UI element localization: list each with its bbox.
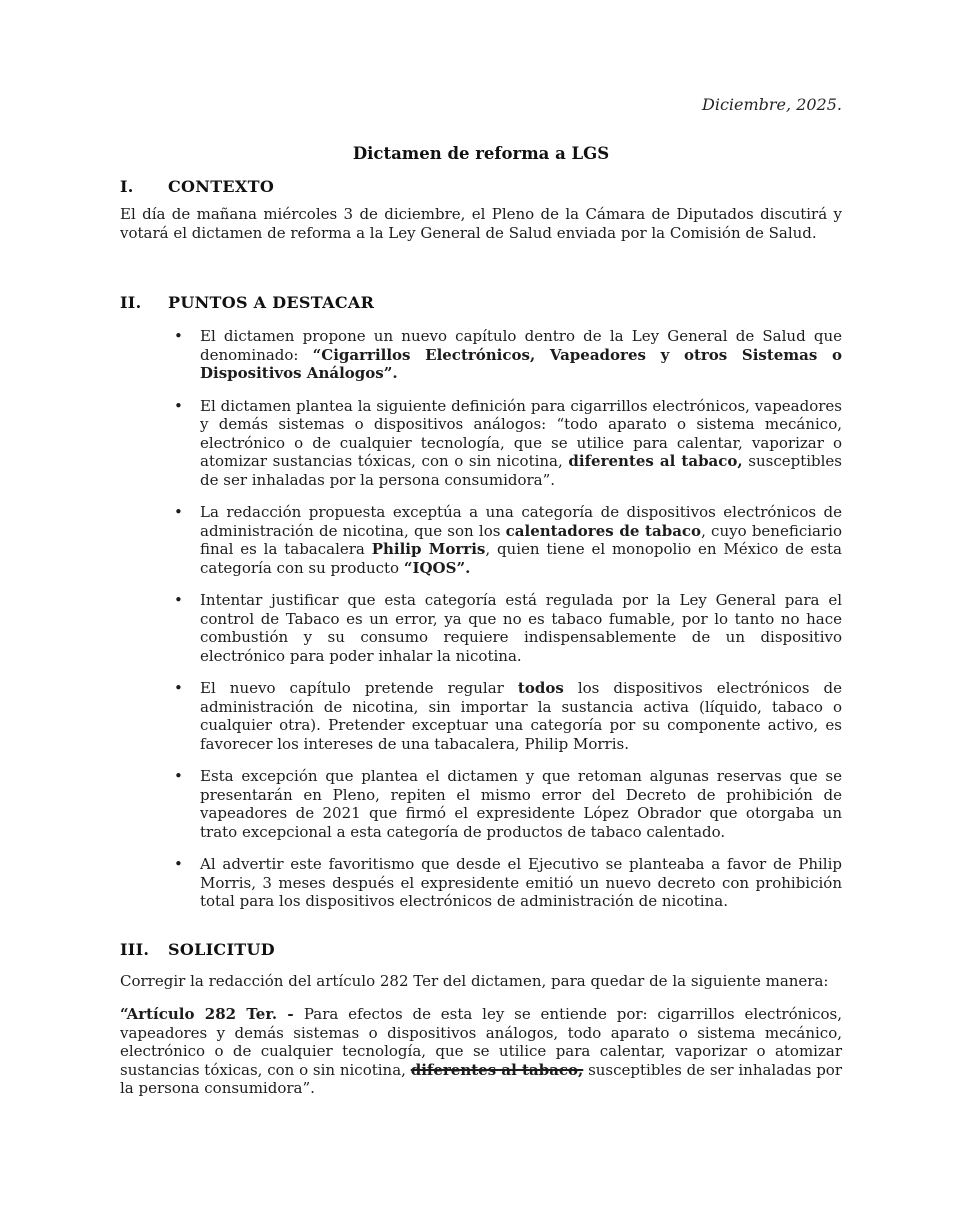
bullet-icon: • [174,679,183,697]
bullet-icon: • [174,503,183,521]
section-heading-contexto [120,177,842,196]
bullet-icon: • [174,767,183,785]
bullet-item [120,591,842,665]
section-label: CONTEXTO [168,177,275,196]
bullet-item [120,327,842,383]
bullet-text: La redacción propuesta exceptúa a una categoría de dispositivos electrónicos de administración de nicotina, que son los calentadores de tabaco, cuyo beneficiario final es la tabacalera Philip Morris, quien tiene el monopolio en México de esta categoría con su producto “IQOS”. [200,503,842,577]
section-label: PUNTOS A DESTACAR [168,293,375,312]
bullet-text: El dictamen propone un nuevo capítulo dentro de la Ley General de Salud que denominado: “Cigarrillos Electrónicos, Vapeadores y otros Sistemas o Dispositivos Análogos”. [200,327,842,382]
section-numeral: III. [120,939,150,959]
bullet-text: Al advertir este favoritismo que desde el Ejecutivo se planteaba a favor de Philip Morris, 3 meses después el expresidente emitió un nuevo decreto con prohibición total para los dispositivos electrónicos de administración de nicotina. [200,855,842,910]
bullet-icon: • [174,591,183,609]
bullet-item [120,855,842,911]
bullet-icon: • [174,327,183,345]
section-heading-solicitud [120,940,842,959]
section-label: SOLICITUD [168,939,275,959]
bullet-icon: • [174,855,183,873]
document-title: Dictamen de reforma a LGS [352,144,610,163]
bullet-list [120,327,842,911]
section-heading-puntos [120,293,842,312]
section-numeral: I. [120,177,134,196]
bullet-text: Intentar justificar que esta categoría está regulada por la Ley General para el control de Tabaco es un error, ya que no es tabaco fumable, por lo tanto no hace combustión y su consumo requiere indispensablemente de un dispositivo electrónico para poder inhalar la nicotina. [200,591,842,665]
bullet-text: El nuevo capítulo pretende regular todos los dispositivos electrónicos de administración de nicotina, sin importar la sustancia activa (líquido, tabaco o cualquier otra). Pretender exceptuar una categoría por su componente activo, es favorecer los intereses de una tabacalera, Philip Morris. [200,679,842,753]
bullet-text: El dictamen plantea la siguiente definición para cigarrillos electrónicos, vapeadores y demás sistemas o dispositivos análogos: “todo aparato o sistema mecánico, electrónico o de cualquier tecnología, que se utilice para calentar, vaporizar o atomizar sustancias tóxicas, con o sin nicotina, diferentes al tabaco, susceptibles de ser inhaladas por la persona consumidora”. [200,396,842,489]
date-line: Diciembre, 2025. [702,95,842,114]
bullet-item [120,503,842,577]
bullet-item [120,397,842,490]
article-paragraph: “Artículo 282 Ter. - Para efectos de esta ley se entiende por: cigarrillos electrónicos, vapeadores y demás sistemas o dispositivos análogos, todo aparato o sistema mecánico, electrónico o de cualquier tecnología, que se utilice para calentar, vaporizar o atomizar sustancias tóxicas, con o sin nicotina, diferentes al tabaco, susceptibles de ser inhaladas por la persona consumidora”. [120,1005,843,1097]
document-content [120,0,842,1098]
bullet-item [120,767,842,841]
context-paragraph: El día de mañana miércoles 3 de diciembre, el Pleno de la Cámara de Diputados discutirá y votará el dictamen de reforma a la Ley General de Salud enviada por la Comisión de Salud. [120,205,842,242]
bullet-icon: • [174,396,183,415]
solicitud-intro: Corregir la redacción del artículo 282 Ter del dictamen, para quedar de la siguiente manera: [120,971,829,990]
bullet-text: Esta excepción que plantea el dictamen y que retoman algunas reservas que se presentarán en Pleno, repiten el mismo error del Decreto de prohibición de vapeadores de 2021 que firmó el expresidente López Obrador que otorgaba un trato excepcional a esta categoría de productos de tabaco calentado. [200,767,842,841]
section-numeral: II. [120,293,142,312]
bullet-item [120,679,842,753]
